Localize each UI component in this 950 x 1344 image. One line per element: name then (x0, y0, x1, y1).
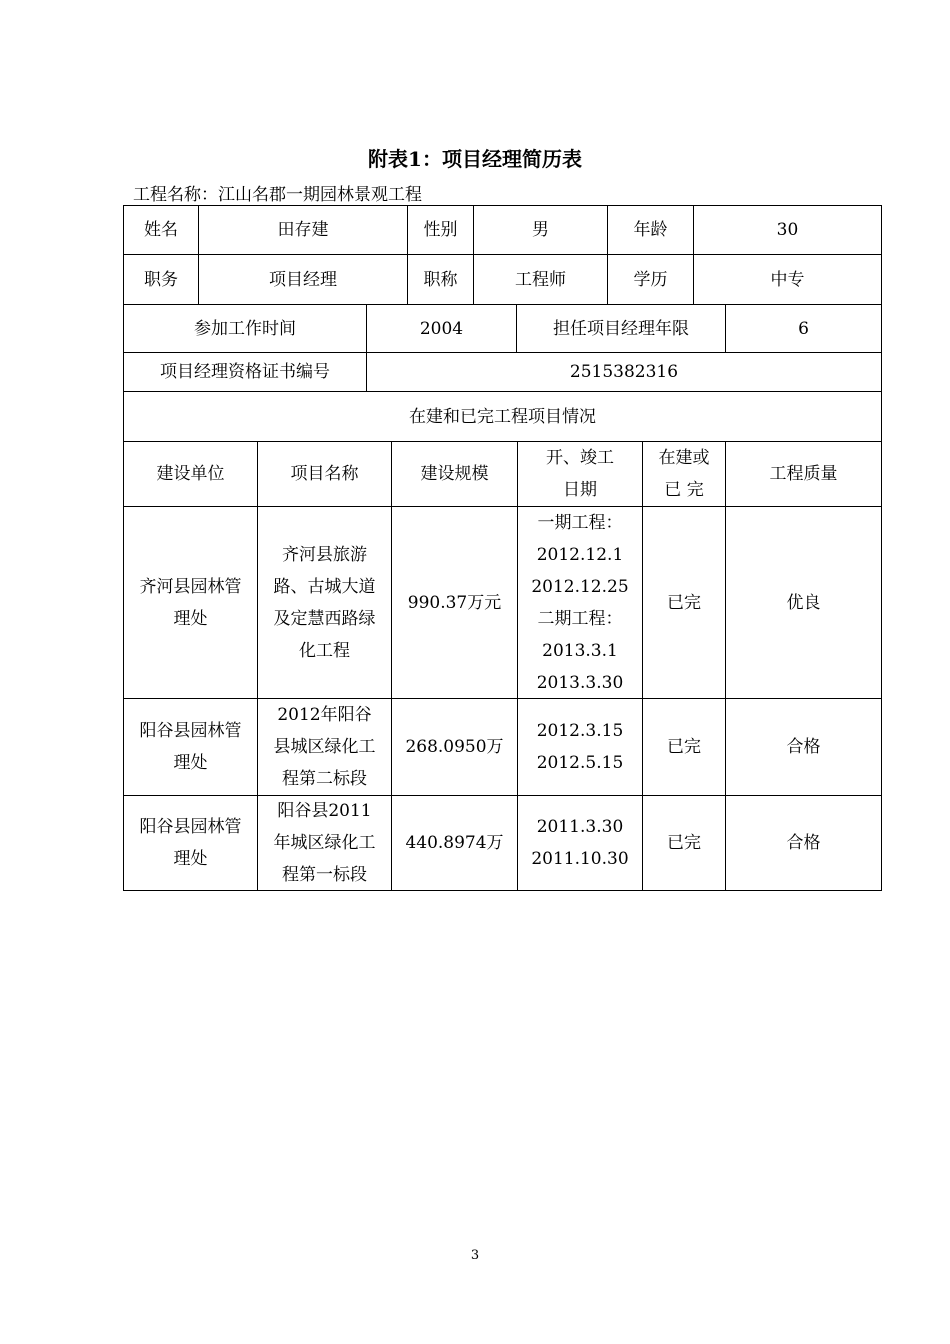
edu-value: 中专 (693, 254, 882, 305)
work-start-label: 参加工作时间 (123, 304, 367, 353)
page-number: 3 (470, 1248, 480, 1263)
row-unit: 齐河县园林管 理处 (123, 506, 258, 699)
row-unit: 阳谷县园林管 理处 (123, 795, 258, 891)
row-quality: 合格 (725, 795, 882, 891)
title-value: 工程师 (473, 254, 608, 305)
position-label: 职务 (123, 254, 199, 305)
row-status: 已完 (642, 795, 726, 891)
row-status: 已完 (642, 506, 726, 699)
age-value: 30 (693, 205, 882, 255)
position-value: 项目经理 (198, 254, 408, 305)
row-scale: 268.0950万 (391, 698, 518, 796)
row-scale: 990.37万元 (391, 506, 518, 699)
pm-years-value: 6 (725, 304, 882, 353)
row-quality: 合格 (725, 698, 882, 796)
row-quality: 优良 (725, 506, 882, 699)
row-project-name: 齐河县旅游 路、古城大道 及定慧西路绿 化工程 (257, 506, 392, 699)
column-header: 开、竣工 日期 (517, 441, 643, 507)
edu-label: 学历 (607, 254, 694, 305)
row-unit: 阳谷县园林管 理处 (123, 698, 258, 796)
project-name-line: 工程名称：江山名郡一期园林景观工程 (133, 185, 422, 205)
column-header: 工程质量 (725, 441, 882, 507)
row-project-name: 阳谷县2011 年城区绿化工 程第一标段 (257, 795, 392, 891)
name-value: 田存建 (198, 205, 408, 255)
row-dates: 2012.3.15 2012.5.15 (517, 698, 643, 796)
gender-label: 性别 (407, 205, 474, 255)
column-header: 项目名称 (257, 441, 392, 507)
page-title: 附表1：项目经理简历表 (368, 147, 582, 171)
column-header: 建设单位 (123, 441, 258, 507)
gender-value: 男 (473, 205, 608, 255)
cert-value: 2515382316 (366, 352, 882, 392)
column-header: 在建或 已 完 (642, 441, 726, 507)
row-project-name: 2012年阳谷 县城区绿化工 程第二标段 (257, 698, 392, 796)
age-label: 年龄 (607, 205, 694, 255)
section-title: 在建和已完工程项目情况 (123, 391, 882, 442)
pm-years-label: 担任项目经理年限 (516, 304, 726, 353)
column-header: 建设规模 (391, 441, 518, 507)
row-dates: 一期工程： 2012.12.1 2012.12.25 二期工程： 2013.3.1 2013.3.30 (517, 506, 643, 699)
name-label: 姓名 (123, 205, 199, 255)
row-status: 已完 (642, 698, 726, 796)
row-dates: 2011.3.30 2011.10.30 (517, 795, 643, 891)
title-label: 职称 (407, 254, 474, 305)
cert-label: 项目经理资格证书编号 (123, 352, 367, 392)
row-scale: 440.8974万 (391, 795, 518, 891)
work-start-value: 2004 (366, 304, 517, 353)
